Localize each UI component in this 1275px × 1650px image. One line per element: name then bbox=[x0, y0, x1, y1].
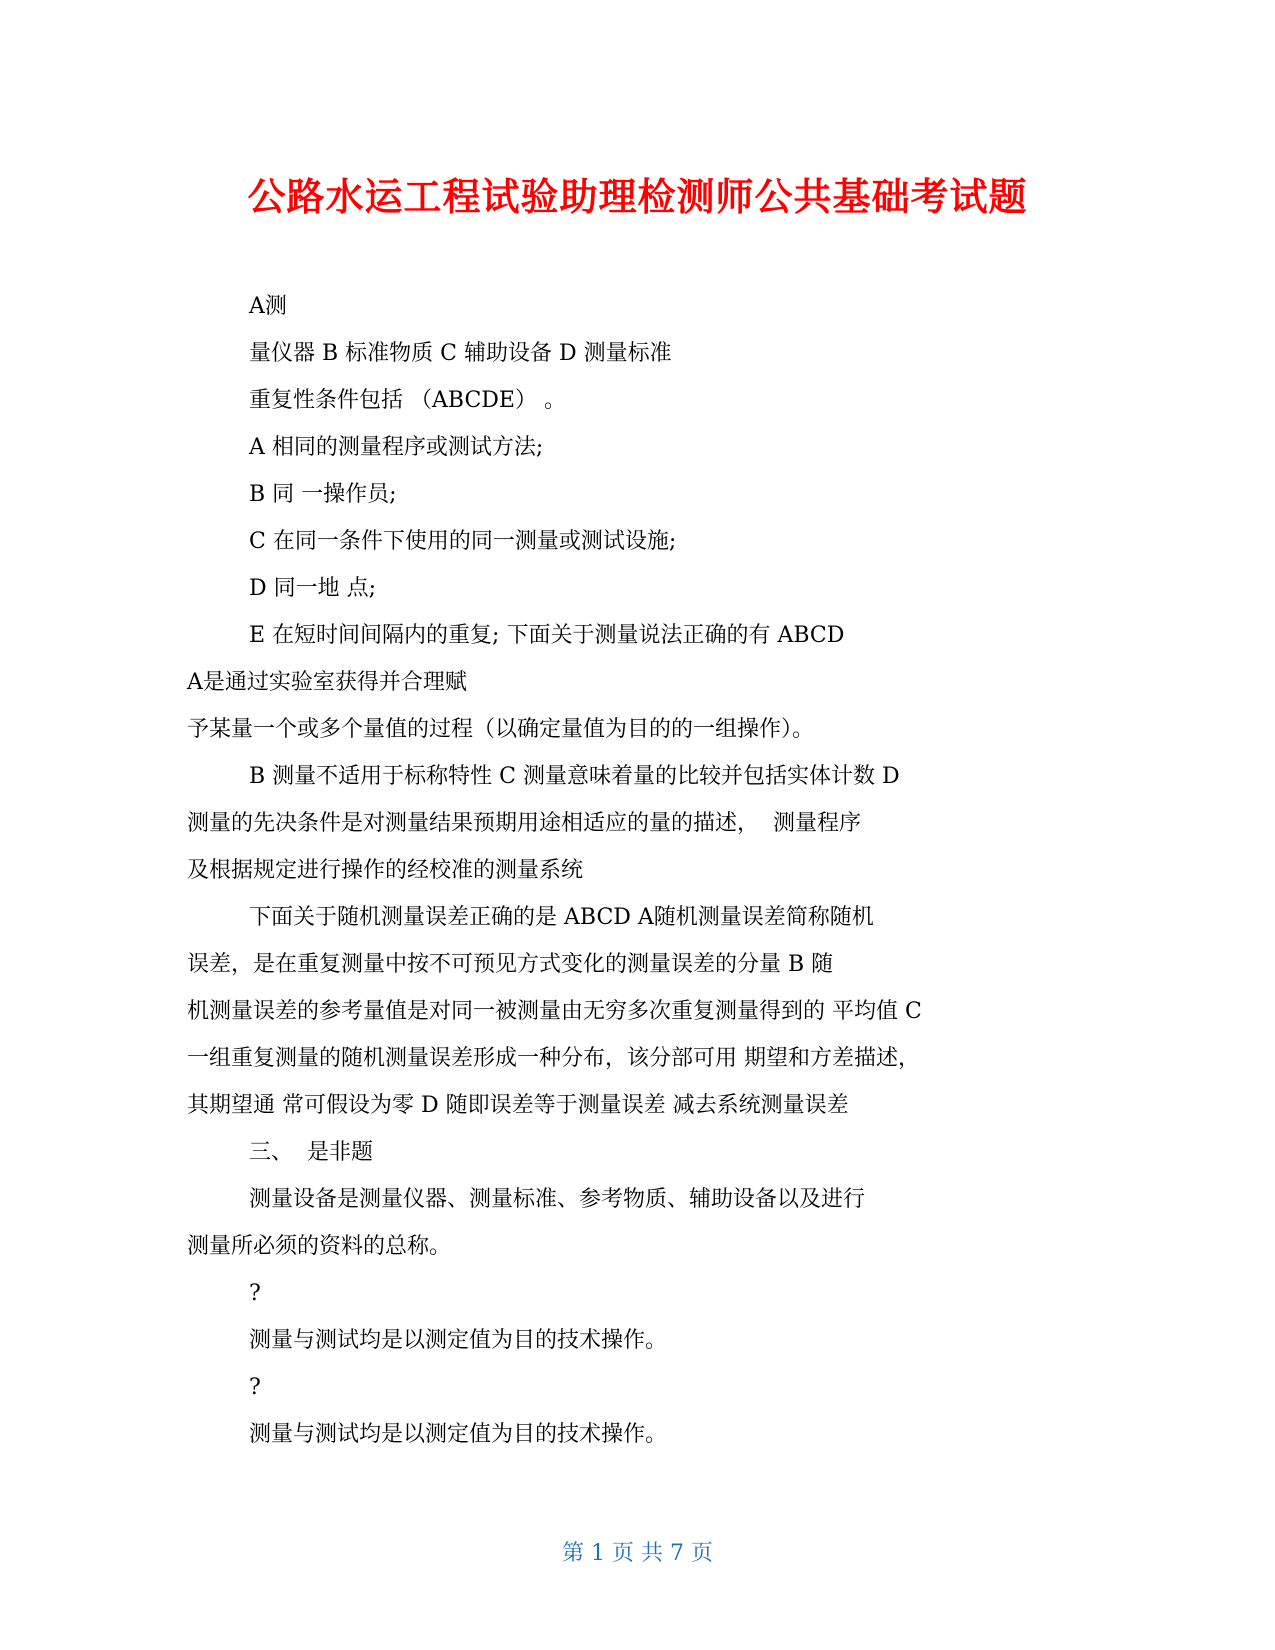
text-line: 及根据规定进行操作的经校准的测量系统 bbox=[187, 858, 584, 883]
text-line: B 同 一操作员; bbox=[249, 482, 397, 507]
page-number: 第 1 页 共 7 页 bbox=[562, 1541, 713, 1566]
text-line: E 在短时间间隔内的重复; 下面关于测量说法正确的有 ABCD bbox=[249, 623, 845, 648]
answer-mark: ? bbox=[249, 1375, 261, 1400]
text-line: 误差，是在重复测量中按不可预见方式变化的测量误差的分量 B 随 bbox=[187, 952, 834, 977]
text-line: 测量所必须的资料的总称。 bbox=[187, 1234, 452, 1259]
text-line: B 测量不适用于标称特性 C 测量意味着量的比较并包括实体计数 D bbox=[249, 764, 900, 789]
text-line: 量仪器 B 标准物质 C 辅助设备 D 测量标准 bbox=[249, 341, 672, 366]
text-line: 予某量一个或多个量值的过程（以确定量值为目的的一组操作）。 bbox=[187, 717, 815, 742]
text-line: A是通过实验室获得并合理赋 bbox=[187, 670, 467, 695]
text-line: A测 bbox=[249, 294, 287, 319]
text-line: 重复性条件包括 （ABCDE） 。 bbox=[249, 388, 566, 413]
text-line: C 在同一条件下使用的同一测量或测试设施; bbox=[249, 529, 677, 554]
text-line: 测量与测试均是以测定值为目的技术操作。 bbox=[249, 1422, 668, 1447]
text-line: 其期望通 常可假设为零 D 随即误差等于测量误差 减去系统测量误差 bbox=[187, 1093, 849, 1118]
document-title: 公路水运工程试验助理检测师公共基础考试题 bbox=[247, 175, 1028, 219]
text-line: 下面关于随机测量误差正确的是 ABCD A随机测量误差简称随机 bbox=[249, 905, 874, 930]
text-line: 一组重复测量的随机测量误差形成一种分布，该分部可用 期望和方差描述， bbox=[187, 1046, 920, 1071]
text-line: 机测量误差的参考量值是对同一被测量由无穷多次重复测量得到的 平均值 C bbox=[187, 999, 922, 1024]
section-heading: 三、 是非题 bbox=[249, 1140, 373, 1165]
text-line: A 相同的测量程序或测试方法; bbox=[249, 435, 544, 460]
answer-mark: ? bbox=[249, 1281, 261, 1306]
text-line: 测量的先决条件是对测量结果预期用途相适应的量的描述， 测量程序 bbox=[187, 811, 861, 836]
text-line: 测量设备是测量仪器、测量标准、参考物质、辅助设备以及进行 bbox=[249, 1187, 866, 1212]
text-line: D 同一地 点; bbox=[249, 576, 377, 601]
text-line: 测量与测试均是以测定值为目的技术操作。 bbox=[249, 1328, 668, 1353]
